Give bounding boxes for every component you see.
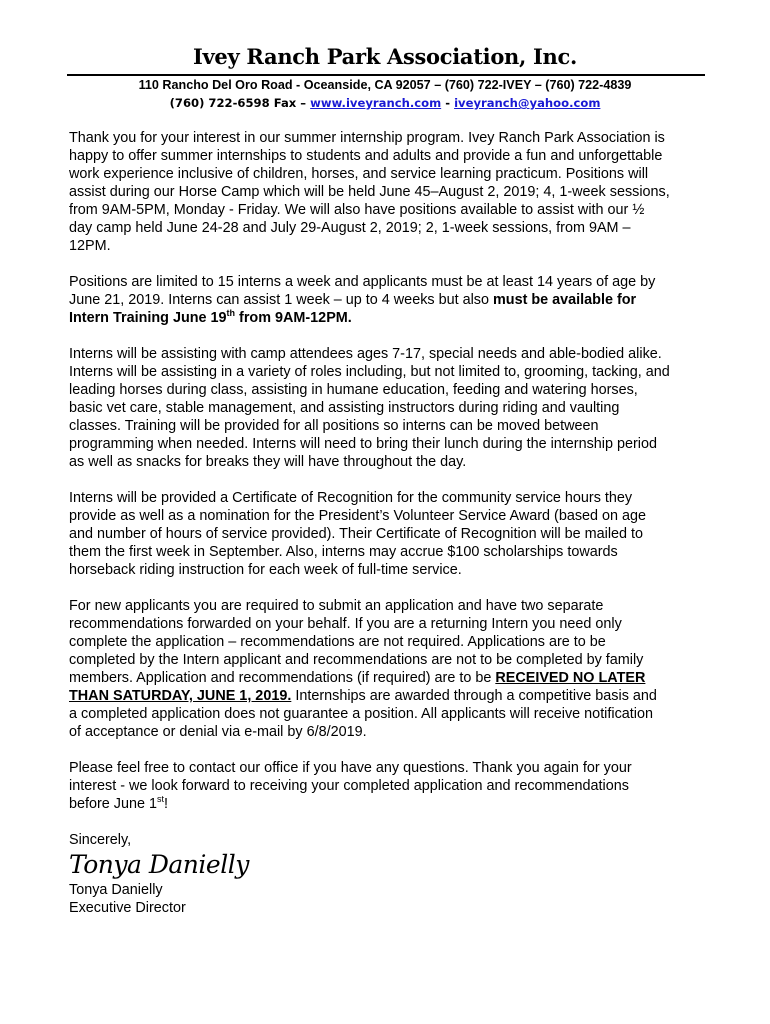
website-link[interactable]: www.iveyranch.com [310,96,442,110]
text-line: programming when needed. Interns will need to bring their lunch during the internship period [69,436,657,452]
paragraph-application [69,597,709,741]
text-line: provide as well as a nomination for the President’s Volunteer Service Award (based on age [69,508,647,524]
paragraph-contact [69,759,709,813]
paragraph-duties [69,345,709,471]
text-line: completed by the Intern applicant and recommendations are not to be completed by family [69,652,644,668]
text-line: Positions are limited to 15 interns a week and applicants must be at least 14 years of age by [69,274,656,290]
address-line: 110 Rancho Del Oro Road - Oceanside, CA 92057 – (760) 722-IVEY – (760) 722-4839 [138,78,632,92]
text-span: ! [164,796,169,812]
text-line: Interns will be provided a Certificate of Recognition for the community service hours they [69,490,633,506]
contact-line [0,96,770,110]
text-line: Interns will be assisting with camp attendees ages 7-17, special needs and able-bodied alike. [69,346,662,362]
header-divider [67,74,705,76]
organization-name: Ivey Ranch Park Association, Inc. [192,44,577,69]
text-line: and number of hours of service provided). Their Certificate of Recognition will be mailed to [69,526,644,542]
handwritten-signature: Tonya Danielly [69,850,249,879]
fax-number: (760) 722-6598 Fax – [169,96,307,110]
signer-name: Tonya Danielly [69,882,163,898]
text-line: day camp held June 24-28 and July 29-August 2, 2019; 2, 1-week sessions, from 9AM – [69,220,631,236]
closing: Sincerely, [69,832,132,848]
text-line: from 9AM-5PM, Monday - Friday. We will also have positions available to assist with our ½ [69,202,645,218]
contact-separator: - [445,96,451,110]
email-link[interactable]: iveyranch@yahoo.com [454,96,601,110]
superscript: st [157,794,165,805]
text-line: interest - we look forward to receiving your completed application and recommendations [69,778,629,794]
paragraph-intro [69,129,709,255]
text-line: a completed application does not guarantee a position. All applicants will receive notification [69,706,653,722]
text-line: 12PM. [69,238,111,254]
text-line: them the first week in September. Also, interns may accrue $100 scholarships towards [69,544,618,560]
text-span: before June 1 [69,796,158,812]
text-line: complete the application – recommendations are not required. Applications are to be [69,634,606,650]
text-line: basic vet care, stable management, and assisting instructors during riding and vaulting [69,400,620,416]
bold-text: from 9AM-12PM. [235,310,352,326]
text-span: members. Application and recommendations (if required) are to be [69,670,496,686]
text-line: horseback riding instruction for each week of full-time service. [69,562,462,578]
text-line: as well as snacks for breaks they will have throughout the day. [69,454,467,470]
bold-text: must be available for [492,292,637,308]
letter-body [69,129,709,917]
text-line: For new applicants you are required to submit an application and have two separate [69,598,604,614]
signer-title: Executive Director [69,900,186,916]
deadline-text: THAN SATURDAY, JUNE 1, 2019. [69,688,292,704]
text-line [69,687,709,705]
text-line: Please feel free to contact our office if you have any questions. Thank you again for your [69,760,632,776]
paragraph-positions [69,273,709,327]
text-line: Interns will be assisting in a variety of roles including, but not limited to, grooming, tacking, and [69,364,670,380]
text-line [69,669,709,687]
bold-text: Intern Training June 19 [69,310,227,326]
text-line: work experience inclusive of children, horses, and service learning practicum. Positions will [69,166,649,182]
text-span: Internships are awarded through a competitive basis and [291,688,657,704]
text-line: Thank you for your interest in our summer internship program. Ivey Ranch Park Association is [69,130,665,146]
text-line: of acceptance or denial via e-mail by 6/8/2019. [69,724,367,740]
superscript: th [226,308,236,319]
text-line: happy to offer summer internships to students and adults and provide a fun and unforgettable [69,148,663,164]
text-line [69,795,709,813]
text-line: leading horses during class, assisting in humane education, feeding and watering horses, [69,382,638,398]
deadline-text: RECEIVED NO LATER [495,670,646,686]
text-line [69,309,709,327]
text-line [69,291,709,309]
text-line: recommendations forwarded on your behalf. If you are a returning Intern you need only [69,616,622,632]
text-span: June 21, 2019. Interns can assist 1 week – up to 4 weeks but also [69,292,493,308]
text-line: classes. Training will be provided for all positions so interns can be moved between [69,418,599,434]
text-line: assist during our Horse Camp which will be held June 45–August 2, 2019; 4, 1-week sessions, [69,184,670,200]
paragraph-recognition [69,489,709,579]
